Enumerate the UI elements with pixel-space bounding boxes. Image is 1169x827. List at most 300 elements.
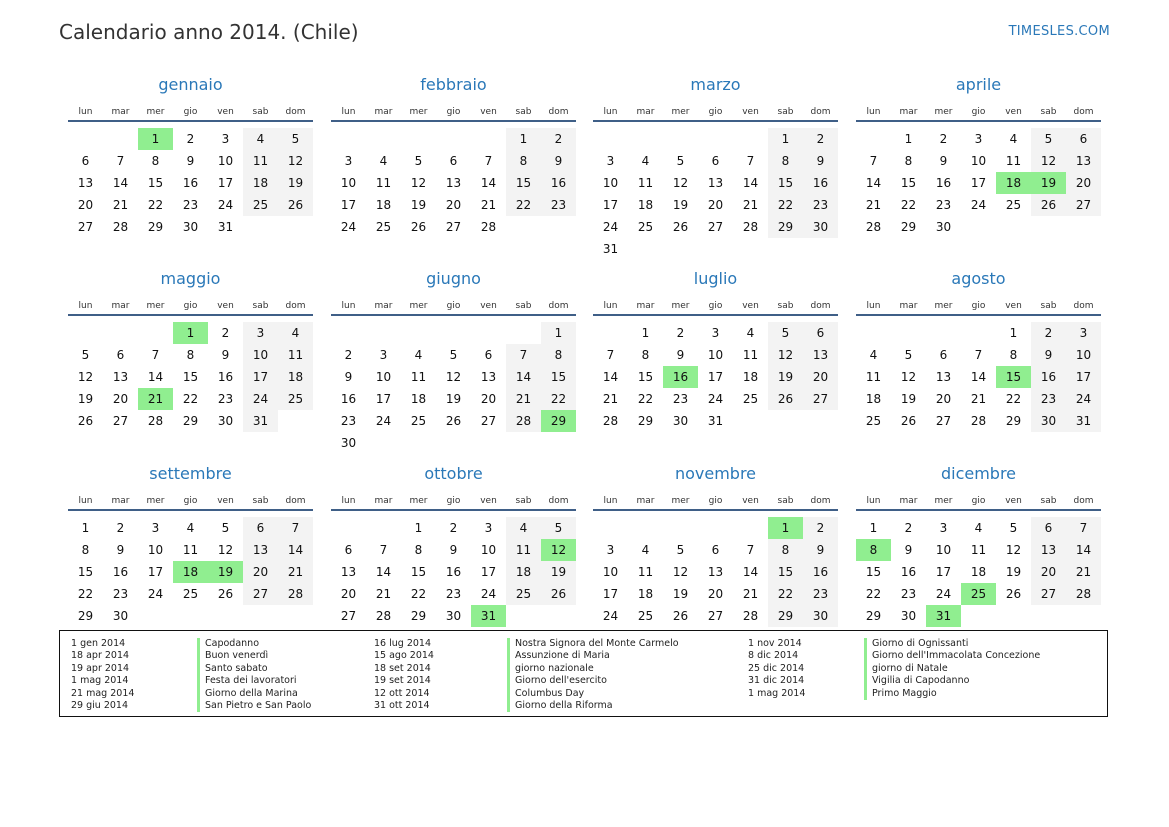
- day-cell: 11: [182, 543, 199, 557]
- holiday-day-cell: 1: [173, 322, 208, 344]
- empty-cell: [593, 517, 628, 539]
- legend-holiday-name: Vigilia di Capodanno: [864, 675, 1040, 687]
- legend-date: 1 gen 2014: [71, 638, 126, 649]
- day-cell: 19: [278, 172, 313, 194]
- day-cell: 29: [1005, 414, 1022, 428]
- weekday-label: sab: [252, 107, 269, 117]
- weekday-label: ven: [1005, 496, 1022, 506]
- day-cell: 19: [445, 392, 462, 406]
- day-cell: 22: [182, 392, 199, 406]
- weekday-label: gio: [708, 107, 723, 117]
- legend-date: 31 ott 2014: [374, 700, 430, 712]
- legend-holiday-name: Nostra Signora del Monte Carmelo: [507, 638, 679, 650]
- day-cell: 13: [803, 344, 838, 366]
- day-cell: 20: [445, 198, 462, 212]
- day-cell: 18: [506, 561, 541, 583]
- holiday-day-cell: 29: [541, 410, 576, 432]
- weekday-label: mer: [934, 107, 953, 117]
- day-cell: 15: [900, 176, 917, 190]
- day-cell: 30: [803, 605, 838, 627]
- empty-cell: [733, 128, 768, 150]
- empty-cell: [68, 322, 103, 344]
- day-cell: 11: [278, 344, 313, 366]
- day-cell: 2: [803, 128, 838, 150]
- day-cell: 7: [151, 348, 160, 362]
- day-cell: 7: [506, 344, 541, 366]
- month-divider: [856, 120, 1101, 122]
- weekday-label: lun: [866, 301, 881, 311]
- day-cell: 10: [935, 543, 952, 557]
- day-cell: 16: [340, 392, 357, 406]
- weekday-label: ven: [217, 301, 234, 311]
- day-cell: 9: [116, 543, 125, 557]
- day-cell: 4: [974, 521, 983, 535]
- day-cell: 12: [672, 565, 689, 579]
- weekday-label: sab: [252, 301, 269, 311]
- day-cell: 24: [243, 388, 278, 410]
- empty-cell: [733, 517, 768, 539]
- weekday-label: mar: [111, 496, 130, 506]
- day-cell: 18: [865, 392, 882, 406]
- day-cell: 15: [410, 565, 427, 579]
- day-cell: 2: [116, 521, 125, 535]
- legend-date: 21 mag 2014: [71, 687, 135, 699]
- legend-date: 16 lug 2014: [374, 638, 431, 649]
- day-cell: 3: [484, 521, 493, 535]
- day-cell: 17: [1066, 366, 1101, 388]
- legend-date: 1 mag 2014: [748, 687, 806, 699]
- month-divider: [593, 314, 838, 316]
- empty-cell: [856, 322, 891, 344]
- day-cell: 2: [186, 132, 195, 146]
- day-cell: 27: [707, 609, 724, 623]
- day-cell: 30: [182, 220, 199, 234]
- brand-link[interactable]: TIMESLES.COM: [1008, 24, 1110, 39]
- day-cell: 26: [900, 414, 917, 428]
- day-cell: 24: [707, 392, 724, 406]
- day-cell: 31: [1066, 410, 1101, 432]
- day-cell: 18: [243, 172, 278, 194]
- empty-cell: [593, 128, 628, 150]
- day-cell: 16: [445, 565, 462, 579]
- day-cell: 4: [414, 348, 423, 362]
- day-cell: 29: [768, 605, 803, 627]
- day-cell: 16: [935, 176, 952, 190]
- empty-cell: [698, 517, 733, 539]
- day-cell: 6: [711, 543, 720, 557]
- month-name: marzo: [690, 75, 741, 94]
- day-cell: 9: [676, 348, 685, 362]
- weekday-label: lun: [78, 107, 93, 117]
- day-cell: 6: [1066, 128, 1101, 150]
- legend-holiday-name: Giorno della Riforma: [507, 700, 679, 712]
- holiday-day-cell: 25: [961, 583, 996, 605]
- month-luglio: [593, 269, 838, 432]
- day-cell: 26: [445, 414, 462, 428]
- day-cell: 8: [541, 344, 576, 366]
- day-cell: 20: [480, 392, 497, 406]
- day-cell: 5: [449, 348, 458, 362]
- weekday-label: gio: [446, 107, 461, 117]
- month-name: agosto: [951, 269, 1006, 288]
- legend-holiday-name: Santo sabato: [197, 663, 311, 675]
- month-gennaio: [68, 75, 313, 238]
- day-cell: 24: [602, 609, 619, 623]
- weekday-label: mar: [636, 301, 655, 311]
- day-cell: 28: [970, 414, 987, 428]
- day-cell: 4: [278, 322, 313, 344]
- day-cell: 19: [410, 198, 427, 212]
- holiday-day-cell: 19: [1031, 172, 1066, 194]
- weekday-header: [593, 299, 838, 313]
- weekday-label: mar: [636, 496, 655, 506]
- day-cell: 6: [344, 543, 353, 557]
- day-cell: 2: [449, 521, 458, 535]
- day-cell: 18: [637, 587, 654, 601]
- month-name: maggio: [160, 269, 221, 288]
- day-cell: 24: [340, 220, 357, 234]
- weekday-label: sab: [1040, 496, 1057, 506]
- day-cell: 24: [147, 587, 164, 601]
- legend-holiday-name: Giorno della Marina: [197, 688, 311, 700]
- weekday-label: dom: [810, 107, 831, 117]
- weekday-label: mar: [374, 301, 393, 311]
- day-cell: 30: [803, 216, 838, 238]
- day-cell: 10: [243, 344, 278, 366]
- day-cell: 1: [904, 132, 913, 146]
- day-cell: 22: [77, 587, 94, 601]
- day-cell: 14: [970, 370, 987, 384]
- month-name: novembre: [674, 464, 757, 483]
- month-maggio: [68, 269, 313, 432]
- day-cell: 2: [221, 326, 230, 340]
- day-cell: 14: [147, 370, 164, 384]
- weekday-label: ven: [742, 301, 759, 311]
- legend-holiday-name: Festa dei lavoratori: [197, 675, 311, 687]
- day-cell: 4: [641, 543, 650, 557]
- day-cell: 13: [480, 370, 497, 384]
- day-cell: 14: [1066, 539, 1101, 561]
- weekday-label: mer: [671, 107, 690, 117]
- day-cell: 30: [1031, 410, 1066, 432]
- day-cell: 16: [541, 172, 576, 194]
- day-cell: 6: [81, 154, 90, 168]
- day-cell: 21: [278, 561, 313, 583]
- day-cell: 7: [746, 543, 755, 557]
- day-cell: 11: [865, 370, 882, 384]
- day-grid: [593, 322, 838, 432]
- month-name: luglio: [693, 269, 738, 288]
- legend-date: 12 ott 2014: [374, 687, 430, 699]
- day-cell: 4: [186, 521, 195, 535]
- day-cell: 2: [939, 132, 948, 146]
- day-cell: 3: [974, 132, 983, 146]
- month-name: dicembre: [940, 464, 1017, 483]
- day-cell: 11: [506, 539, 541, 561]
- day-cell: 5: [1009, 521, 1018, 535]
- day-cell: 21: [602, 392, 619, 406]
- day-cell: 10: [602, 176, 619, 190]
- day-cell: 14: [375, 565, 392, 579]
- legend-date: 31 dic 2014: [748, 675, 805, 687]
- day-cell: 10: [1066, 344, 1101, 366]
- day-cell: 24: [1066, 388, 1101, 410]
- weekday-label: dom: [548, 301, 569, 311]
- month-dicembre: [856, 464, 1101, 627]
- empty-cell: [138, 322, 173, 344]
- day-cell: 11: [243, 150, 278, 172]
- day-cell: 30: [217, 414, 234, 428]
- day-cell: 6: [939, 348, 948, 362]
- legend-date: 15 ago 2014: [374, 650, 434, 662]
- day-cell: 12: [278, 150, 313, 172]
- weekday-label: ven: [217, 107, 234, 117]
- weekday-label: sab: [777, 496, 794, 506]
- empty-cell: [961, 322, 996, 344]
- day-cell: 7: [116, 154, 125, 168]
- day-cell: 16: [217, 370, 234, 384]
- day-cell: 22: [865, 587, 882, 601]
- weekday-label: gio: [446, 496, 461, 506]
- day-cell: 19: [672, 587, 689, 601]
- day-cell: 7: [974, 348, 983, 362]
- weekday-label: sab: [515, 496, 532, 506]
- legend-names-column: [197, 638, 311, 712]
- day-cell: 17: [147, 565, 164, 579]
- day-cell: 5: [676, 154, 685, 168]
- day-cell: 1: [541, 322, 576, 344]
- day-cell: 21: [742, 587, 759, 601]
- day-cell: 25: [278, 388, 313, 410]
- day-cell: 15: [768, 561, 803, 583]
- empty-cell: [331, 128, 366, 150]
- day-cell: 21: [865, 198, 882, 212]
- day-cell: 26: [672, 609, 689, 623]
- weekday-label: gio: [446, 301, 461, 311]
- holiday-day-cell: 16: [663, 366, 698, 388]
- weekday-label: lun: [78, 301, 93, 311]
- day-cell: 26: [672, 220, 689, 234]
- day-cell: 27: [707, 220, 724, 234]
- weekday-label: mer: [671, 496, 690, 506]
- day-cell: 13: [77, 176, 94, 190]
- weekday-label: ven: [742, 496, 759, 506]
- day-cell: 4: [506, 517, 541, 539]
- day-cell: 7: [379, 543, 388, 557]
- day-cell: 5: [414, 154, 423, 168]
- day-cell: 29: [768, 216, 803, 238]
- weekday-label: dom: [285, 301, 306, 311]
- day-cell: 11: [410, 370, 427, 384]
- day-cell: 29: [900, 220, 917, 234]
- day-cell: 16: [803, 561, 838, 583]
- day-cell: 20: [112, 392, 129, 406]
- day-cell: 22: [768, 583, 803, 605]
- day-cell: 14: [742, 565, 759, 579]
- weekday-label: dom: [285, 496, 306, 506]
- holiday-day-cell: 12: [541, 539, 576, 561]
- legend-holiday-name: Columbus Day: [507, 688, 679, 700]
- day-cell: 1: [414, 521, 423, 535]
- day-cell: 10: [602, 565, 619, 579]
- day-cell: 17: [970, 176, 987, 190]
- weekday-label: mar: [374, 107, 393, 117]
- day-cell: 10: [147, 543, 164, 557]
- weekday-label: gio: [708, 301, 723, 311]
- day-cell: 12: [1031, 150, 1066, 172]
- day-cell: 18: [375, 198, 392, 212]
- day-cell: 15: [541, 366, 576, 388]
- day-grid: [856, 517, 1101, 627]
- month-name: gennaio: [158, 75, 223, 94]
- day-cell: 5: [676, 543, 685, 557]
- day-cell: 6: [1031, 517, 1066, 539]
- day-cell: 8: [768, 150, 803, 172]
- day-cell: 5: [1031, 128, 1066, 150]
- day-cell: 20: [707, 587, 724, 601]
- day-cell: 26: [410, 220, 427, 234]
- weekday-label: ven: [217, 496, 234, 506]
- month-divider: [593, 120, 838, 122]
- day-cell: 15: [768, 172, 803, 194]
- day-cell: 20: [935, 392, 952, 406]
- legend-holiday-name: San Pietro e San Paolo: [197, 700, 311, 712]
- day-cell: 9: [221, 348, 230, 362]
- day-cell: 2: [904, 521, 913, 535]
- legend-date: 19 apr 2014: [71, 662, 130, 674]
- day-grid: [331, 128, 576, 238]
- day-cell: 17: [375, 392, 392, 406]
- day-cell: 27: [803, 388, 838, 410]
- weekday-header: [331, 105, 576, 119]
- legend-date: 29 giu 2014: [71, 700, 128, 712]
- day-cell: 23: [900, 587, 917, 601]
- day-cell: 29: [147, 220, 164, 234]
- day-cell: 23: [935, 198, 952, 212]
- day-grid: [856, 322, 1101, 432]
- day-cell: 24: [480, 587, 497, 601]
- weekday-label: sab: [1040, 107, 1057, 117]
- day-cell: 28: [1066, 583, 1101, 605]
- day-cell: 19: [541, 561, 576, 583]
- weekday-label: ven: [480, 301, 497, 311]
- weekday-label: sab: [252, 496, 269, 506]
- day-cell: 13: [1066, 150, 1101, 172]
- day-cell: 18: [970, 565, 987, 579]
- day-cell: 25: [182, 587, 199, 601]
- weekday-label: mer: [146, 107, 165, 117]
- empty-cell: [663, 517, 698, 539]
- day-cell: 8: [186, 348, 195, 362]
- day-cell: 8: [414, 543, 423, 557]
- day-cell: 24: [375, 414, 392, 428]
- day-cell: 5: [221, 521, 230, 535]
- day-cell: 14: [506, 366, 541, 388]
- day-cell: 27: [445, 220, 462, 234]
- day-cell: 19: [672, 198, 689, 212]
- day-cell: 28: [506, 410, 541, 432]
- weekday-label: sab: [515, 301, 532, 311]
- day-cell: 10: [480, 543, 497, 557]
- legend-holiday-name: Buon venerdì: [197, 650, 311, 662]
- day-grid: [856, 128, 1101, 238]
- day-cell: 21: [112, 198, 129, 212]
- month-marzo: [593, 75, 838, 260]
- day-cell: 21: [506, 388, 541, 410]
- day-cell: 15: [506, 172, 541, 194]
- day-cell: 29: [410, 609, 427, 623]
- holiday-legend: [59, 630, 1108, 717]
- weekday-label: gio: [183, 301, 198, 311]
- day-cell: 26: [278, 194, 313, 216]
- month-divider: [856, 509, 1101, 511]
- day-cell: 5: [904, 348, 913, 362]
- day-cell: 14: [480, 176, 497, 190]
- holiday-day-cell: 31: [926, 605, 961, 627]
- day-cell: 14: [865, 176, 882, 190]
- day-cell: 6: [243, 517, 278, 539]
- weekday-label: gio: [183, 107, 198, 117]
- day-cell: 11: [375, 176, 392, 190]
- day-cell: 13: [707, 176, 724, 190]
- weekday-label: mar: [899, 496, 918, 506]
- day-cell: 1: [641, 326, 650, 340]
- day-cell: 17: [480, 565, 497, 579]
- weekday-label: dom: [548, 496, 569, 506]
- day-cell: 28: [865, 220, 882, 234]
- day-cell: 28: [742, 609, 759, 623]
- weekday-label: sab: [515, 107, 532, 117]
- day-cell: 4: [379, 154, 388, 168]
- weekday-label: sab: [1040, 301, 1057, 311]
- day-cell: 4: [1009, 132, 1018, 146]
- legend-holiday-name: Assunzione di Maria: [507, 650, 679, 662]
- day-cell: 18: [742, 370, 759, 384]
- legend-date: 8 dic 2014: [748, 650, 799, 662]
- day-cell: 12: [445, 370, 462, 384]
- day-cell: 13: [707, 565, 724, 579]
- weekday-label: lun: [603, 496, 618, 506]
- weekday-label: ven: [480, 107, 497, 117]
- day-cell: 3: [243, 322, 278, 344]
- day-cell: 15: [637, 370, 654, 384]
- day-cell: 4: [869, 348, 878, 362]
- day-cell: 3: [606, 154, 615, 168]
- weekday-label: mer: [671, 301, 690, 311]
- day-cell: 24: [217, 198, 234, 212]
- empty-cell: [471, 322, 506, 344]
- month-divider: [331, 509, 576, 511]
- day-cell: 21: [742, 198, 759, 212]
- holiday-day-cell: 21: [138, 388, 173, 410]
- weekday-header: [331, 494, 576, 508]
- day-cell: 28: [112, 220, 129, 234]
- day-cell: 25: [1005, 198, 1022, 212]
- day-cell: 28: [375, 609, 392, 623]
- day-cell: 9: [186, 154, 195, 168]
- day-cell: 22: [1005, 392, 1022, 406]
- weekday-label: dom: [1073, 107, 1094, 117]
- weekday-label: mar: [111, 301, 130, 311]
- day-cell: 5: [81, 348, 90, 362]
- legend-date: 19 set 2014: [374, 675, 431, 687]
- holiday-day-cell: 1: [138, 128, 173, 150]
- day-cell: 22: [147, 198, 164, 212]
- day-cell: 27: [1031, 583, 1066, 605]
- day-cell: 20: [1031, 561, 1066, 583]
- month-settembre: [68, 464, 313, 627]
- day-cell: 12: [672, 176, 689, 190]
